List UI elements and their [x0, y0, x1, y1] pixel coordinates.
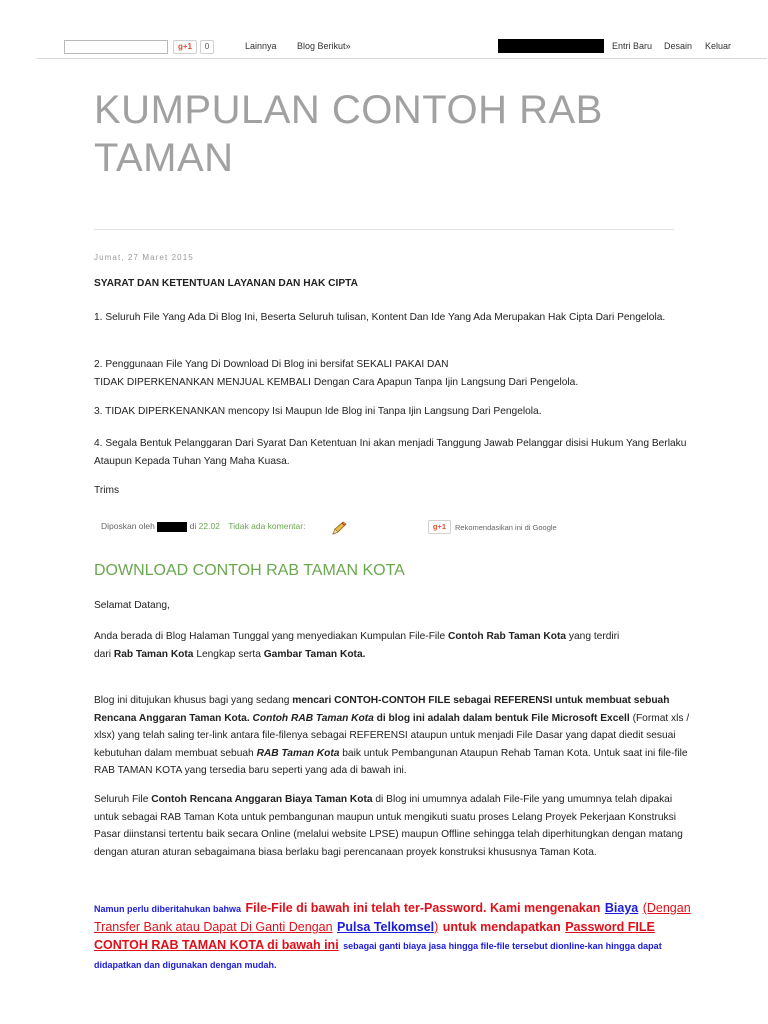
redacted-author[interactable] — [157, 522, 187, 532]
intro-keyword-gambar: Gambar Taman Kota. — [263, 648, 366, 660]
desc2-text-a: Seluruh File — [94, 794, 149, 805]
description-paragraph-1 — [94, 692, 694, 780]
post-title-link[interactable]: DOWNLOAD CONTOH RAB TAMAN KOTA — [94, 562, 405, 579]
intro-text-f: Lengkap serta — [196, 648, 261, 660]
notice-text-f: ) — [434, 920, 439, 934]
notice-text-d: (Dengan Transfer Bank atau Dapat Di Ganti Dengan — [94, 901, 691, 934]
desc1-text-g: baik untuk Pembangunan Ataupun Rehab Taman Kota. Untuk saat ini file-file RAB TAMAN KOTA yang tersedia baru seperti yang ada di bawah ini. — [94, 747, 688, 776]
navbar-divider — [37, 58, 767, 59]
terms-item-2-line1: 2. Penggunaan File Yang Di Download Di Blog ini bersifat SEKALI PAKAI DAN — [94, 359, 449, 370]
intro-text-d: dari — [94, 648, 111, 660]
intro-paragraph — [94, 628, 694, 663]
gplus-count: 0 — [200, 40, 214, 54]
intro-text-a: Anda berada di Blog Halaman Tunggal yang menyediakan Kumpulan File-File — [94, 631, 446, 642]
post-heading: SYARAT DAN KETENTUAN LAYANAN DAN HAK CIPTA — [94, 278, 358, 289]
desc1-bold-b: mencari CONTOH-CONTOH FILE sebagai REFERENSI untuk membuat sebuah Rencana Anggaran Taman Kota. — [94, 695, 670, 724]
at-label: di — [189, 521, 197, 531]
post-time-link[interactable]: 22.02 — [198, 521, 220, 531]
posted-by-label: Diposkan oleh — [101, 521, 155, 531]
notice-link-password[interactable]: Password FILE CONTOH RAB TAMAN KOTA di bawah ini — [94, 920, 655, 952]
notice-text-a: Namun perlu diberitahukan bahwa — [94, 904, 242, 914]
recommend-text: Rekomendasikan ini di Google — [455, 523, 557, 532]
desc1-bold-italic-f: RAB Taman Kota — [256, 747, 340, 759]
post-footer — [101, 521, 305, 532]
closing-text: Trims — [94, 485, 120, 496]
desc1-text-a: Blog ini ditujukan khusus bagi yang sedang — [94, 695, 290, 706]
desc2-bold-b: Contoh Rencana Anggaran Biaya Taman Kota — [151, 794, 373, 805]
intro-keyword-rab: Rab Taman Kota — [113, 648, 194, 660]
post-date: Jumat, 27 Maret 2015 — [94, 253, 194, 262]
terms-item-2-line2: TIDAK DIPERKENANKAN MENJUAL KEMBALI Dengan Cara Apapun Tanpa Ijin Langsung Dari Pengelola. — [94, 376, 579, 388]
desc1-text-e: (Format xls / xlsx) yang telah saling ter-link antara file-filenya sebagai REFERENSI ataupun untuk menjadi File Dasar yang dapat diedit sesuai kebutuhan dalam membuat sebuah — [94, 712, 690, 759]
password-notice — [94, 899, 694, 974]
desc2-text-c: di Blog ini umumnya adalah File-File yang umumnya telah dipakai untuk sebagai RAB Taman Kota untuk pembangunan maupun untuk mengikuti suatu proses Lelang Proyek Pekerjaan Konstruksi Pasar diinstansi tertentu baik secara Online (melalui website LPSE) maupun Offline sehingga telah diperhitungkan dengan matang dengan aturan aturan sebagaimana biasa berlaku bagi perencanaan proyek konstruksi khususnya Taman Kota. — [94, 794, 683, 858]
more-link[interactable]: Lainnya — [245, 41, 277, 51]
terms-item-3: 3. TIDAK DIPERKENANKAN mencopy Isi Maupun Ide Blog ini Tanpa Ijin Langsung Dari Pengelola. — [94, 406, 542, 417]
blogger-navbar — [0, 0, 768, 58]
terms-item-2 — [94, 356, 694, 391]
navbar-search-input[interactable] — [64, 40, 168, 54]
desc1-bold-d: di blog ini adalah dalam bentuk File Microsoft Excell — [376, 712, 630, 724]
notice-link-pulsa[interactable]: Pulsa Telkomsel — [337, 920, 435, 934]
description-paragraph-2 — [94, 791, 694, 861]
notice-link-biaya[interactable]: Biaya — [604, 901, 639, 915]
intro-text-c: yang terdiri — [568, 631, 620, 642]
redacted-account-name — [498, 39, 604, 53]
new-post-link[interactable]: Entri Baru — [612, 41, 653, 51]
notice-text-g: untuk mendapatkan — [442, 920, 561, 934]
design-link[interactable]: Desain — [664, 41, 693, 51]
logout-link[interactable]: Keluar — [705, 41, 732, 51]
greeting-text: Selamat Datang, — [94, 600, 170, 611]
header-divider — [94, 229, 674, 230]
notice-text-i: sebagai ganti biaya jasa hingga file-file tersebut dionline-kan hingga dapat didapatkan dan digunakan dengan mudah. — [94, 941, 662, 970]
desc1-bold-italic-c: Contoh RAB Taman Kota — [252, 712, 374, 724]
gplus-button[interactable]: g+1 — [173, 40, 197, 54]
blog-title[interactable]: KUMPULAN CONTOH RAB TAMAN — [94, 88, 603, 180]
gplus-share-button[interactable]: g+1 — [428, 520, 451, 534]
edit-pencil-icon[interactable] — [331, 521, 347, 535]
terms-item-1: 1. Seluruh File Yang Ada Di Blog Ini, Beserta Seluruh tulisan, Kontent Dan Ide Yang Ada Merupakan Hak Cipta Dari Pengelola. — [94, 312, 666, 323]
terms-item-4: 4. Segala Bentuk Pelanggaran Dari Syarat Dan Ketentuan Ini akan menjadi Tanggung Jawab Pelanggar disisi Hukum Yang Berlaku Ataupun Kepada Tuhan Yang Maha Kuasa. — [94, 438, 687, 467]
comments-link[interactable]: Tidak ada komentar: — [228, 521, 306, 531]
intro-keyword-contoh: Contoh Rab Taman Kota — [447, 631, 567, 642]
next-blog-link[interactable]: Blog Berikut» — [297, 41, 351, 51]
notice-text-b: File-File di bawah ini telah ter-Password. Kami mengenakan — [245, 901, 601, 915]
